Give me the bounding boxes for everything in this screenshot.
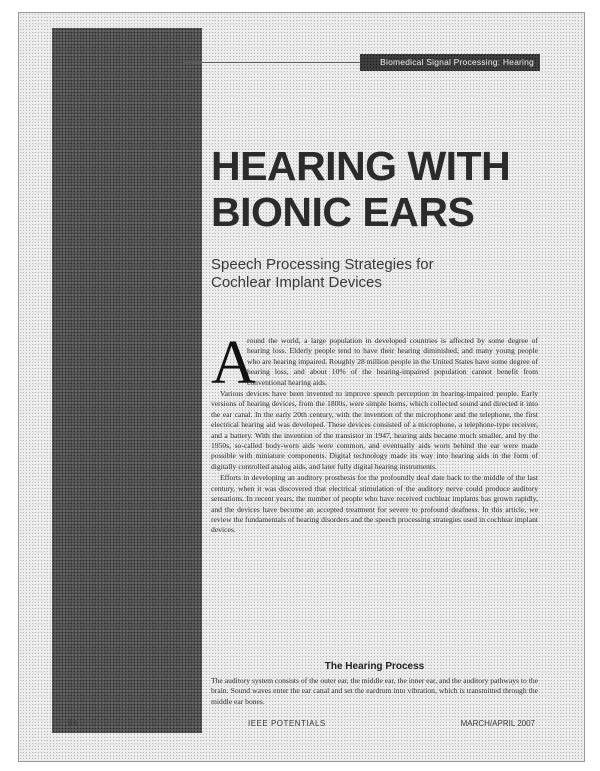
body-paragraph: Various devices have been invented to improve speech perception in hearing-impaired people. Early versions of hearing devices, from the 1800s, were simple horns, which collected sound and directed it into the ear canal. In the early 20th century, with the invention of the microphone and the telephone, the first electrical hearing aid was developed. These devices consisted of a microphone, a telephone-type receiver, and a battery. With the invention of the transistor in 1947, hearing aids became much smaller, and by the 1950s, so-called body-worn aids were common, and eventually aids worn behind the ear were made possible with miniature components. Digital technology made its way into hearing aids in the form of digitally controlled analog aids, and later fully digital hearing instruments. (211, 389, 538, 471)
headline-line-1: HEARING WITH (211, 143, 511, 189)
page-number: 46 (68, 719, 77, 728)
drop-cap: A (211, 329, 256, 397)
article-headline (211, 143, 551, 235)
topic-bar: Biomedical Signal Processing: Hearing (360, 54, 540, 71)
magazine-name: IEEE POTENTIALS (248, 719, 326, 728)
section-paragraph: The auditory system consists of the outer ear, the middle ear, the inner ear, and the auditory pathways to the brain. Sound waves enter the ear canal and set the eardrum into vibration, which is transmitted through the middle ear bones. (211, 676, 538, 706)
body-paragraph: Efforts in developing an auditory prosthesis for the profoundly deaf date back to the middle of the last century, when it was discovered that electrical stimulation of the auditory nerve could produce auditory sensations. In recent years, the number of people who have received cochlear implants has grown rapidly, and the devices have become an accepted treatment for severe to profound deafness. In this article, we review the fundamentals of hearing disorders and the speech processing strategies used in cochlear implant devices. (211, 473, 538, 535)
article-body (211, 329, 538, 656)
topic-rule (185, 62, 360, 63)
headline-line-2: BIONIC EARS (211, 189, 475, 235)
body-paragraph: round the world, a large population in developed countries is affected by some degree of hearing loss. Elderly people tend to have their hearing diminished, and many young people who are hearing impaired. Roughly 28 million people in the United States have some degree of hearing loss, and about 10% of the hearing-impaired population cannot benefit from conventional hearing aids. (247, 336, 538, 387)
issue-date: MARCH/APRIL 2007 (460, 719, 535, 728)
section-heading: The Hearing Process (324, 661, 425, 672)
decorative-image-strip (52, 28, 202, 733)
article-subtitle: Speech Processing Strategies for Cochlear Implant Devices (211, 256, 434, 291)
page-footer (18, 719, 583, 733)
